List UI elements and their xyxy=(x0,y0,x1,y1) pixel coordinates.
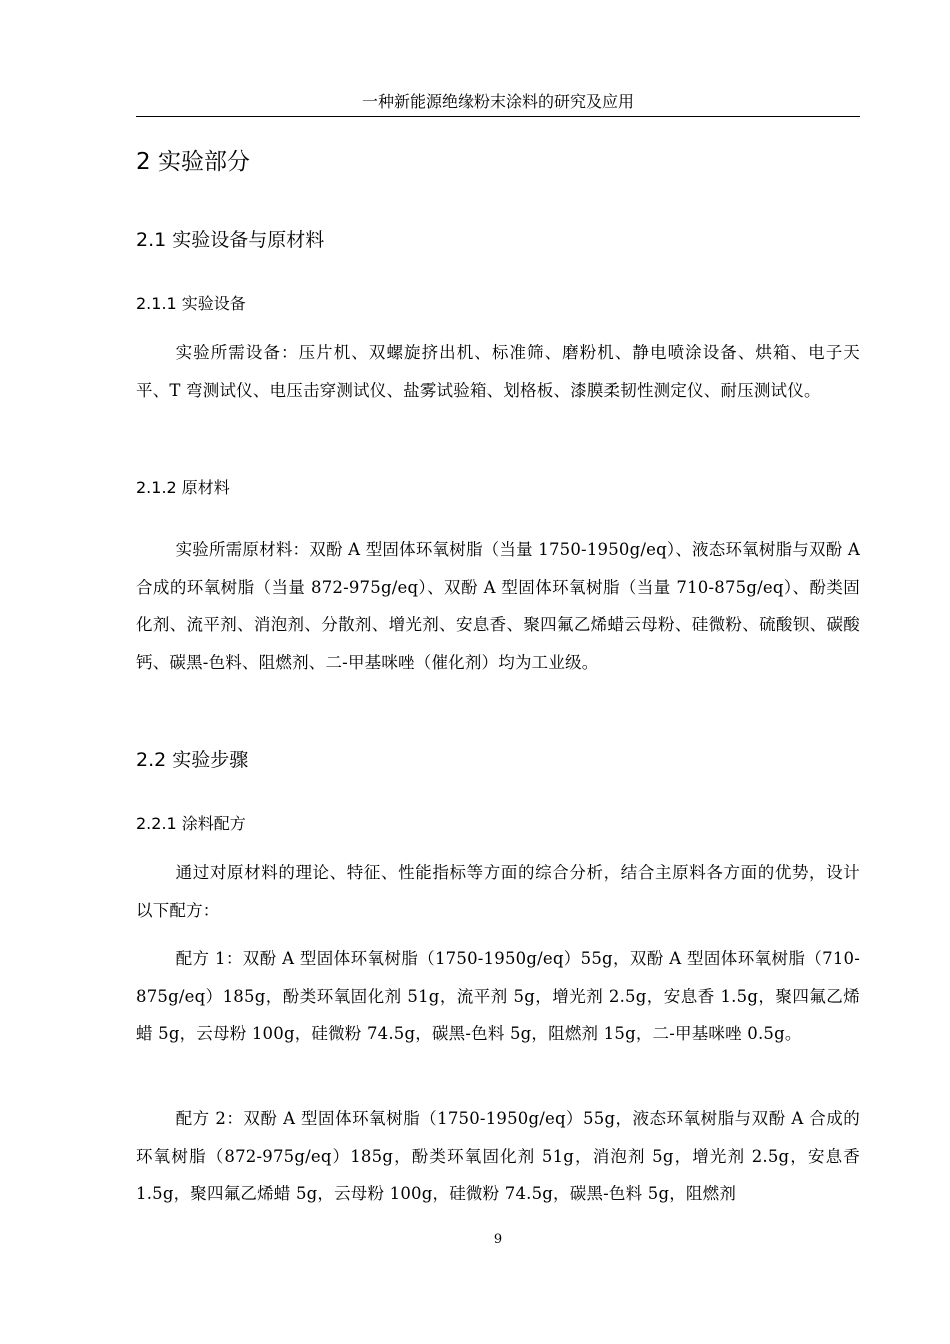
materials-paragraph: 实验所需原材料：双酚 A 型固体环氧树脂（当量 1750-1950g/eq）、液态环氧树脂与双酚 A 合成的环氧树脂（当量 872-975g/eq）、双酚 A 型固体环氧树脂（当量 710-875g/eq）、酚类固化剂、流平剂、消泡剂、分散剂、增光剂、安息香、聚四氟乙烯蜡云母粉、硅微粉、硫酸钡、碳酸钙、碳黑-色料、阻燃剂、二-甲基咪唑（催化剂）均为工业级。 xyxy=(136,540,860,672)
formula-intro-paragraph: 通过对原材料的理论、特征、性能指标等方面的综合分析，结合主原料各方面的优势，设计以下配方： xyxy=(136,863,860,920)
subsubsection-2-1-2-heading: 2.1.2 原材料 xyxy=(136,478,230,497)
subsection-2-2-heading: 2.2 实验步骤 xyxy=(136,749,249,771)
section-heading: 2 实验部分 xyxy=(136,149,250,175)
formula-1-paragraph: 配方 1：双酚 A 型固体环氧树脂（1750-1950g/eq）55g，双酚 A 型固体环氧树脂（710-875g/eq）185g，酚类环氧固化剂 51g，流平剂 5g，增光剂 2.5g，安息香 1.5g，聚四氟乙烯蜡 5g，云母粉 100g，硅微粉 74.5g，碳黑-色料 5g，阻燃剂 15g，二-甲基咪唑 0.5g。 xyxy=(136,949,860,1044)
equipment-paragraph: 实验所需设备：压片机、双螺旋挤出机、标准筛、磨粉机、静电喷涂设备、烘箱、电子天平、T 弯测试仪、电压击穿测试仪、盐雾试验箱、划格板、漆膜柔韧性测定仪、耐压测试仪。 xyxy=(136,343,860,400)
header-rule xyxy=(136,116,860,117)
running-header: 一种新能源绝缘粉末涂料的研究及应用 xyxy=(361,92,634,111)
subsection-2-1-heading: 2.1 实验设备与原材料 xyxy=(136,229,325,251)
subsubsection-2-2-1-heading: 2.2.1 涂料配方 xyxy=(136,814,246,833)
formula-2-paragraph: 配方 2：双酚 A 型固体环氧树脂（1750-1950g/eq）55g，液态环氧树脂与双酚 A 合成的环氧树脂（872-975g/eq）185g，酚类环氧固化剂 51g，消泡剂 5g，增光剂 2.5g，安息香 1.5g，聚四氟乙烯蜡 5g，云母粉 100g，硅微粉 74.5g，碳黑-色料 5g，阻燃剂 xyxy=(136,1109,860,1204)
page-number: 9 xyxy=(493,1232,503,1247)
subsubsection-2-1-1-heading: 2.1.1 实验设备 xyxy=(136,294,246,313)
